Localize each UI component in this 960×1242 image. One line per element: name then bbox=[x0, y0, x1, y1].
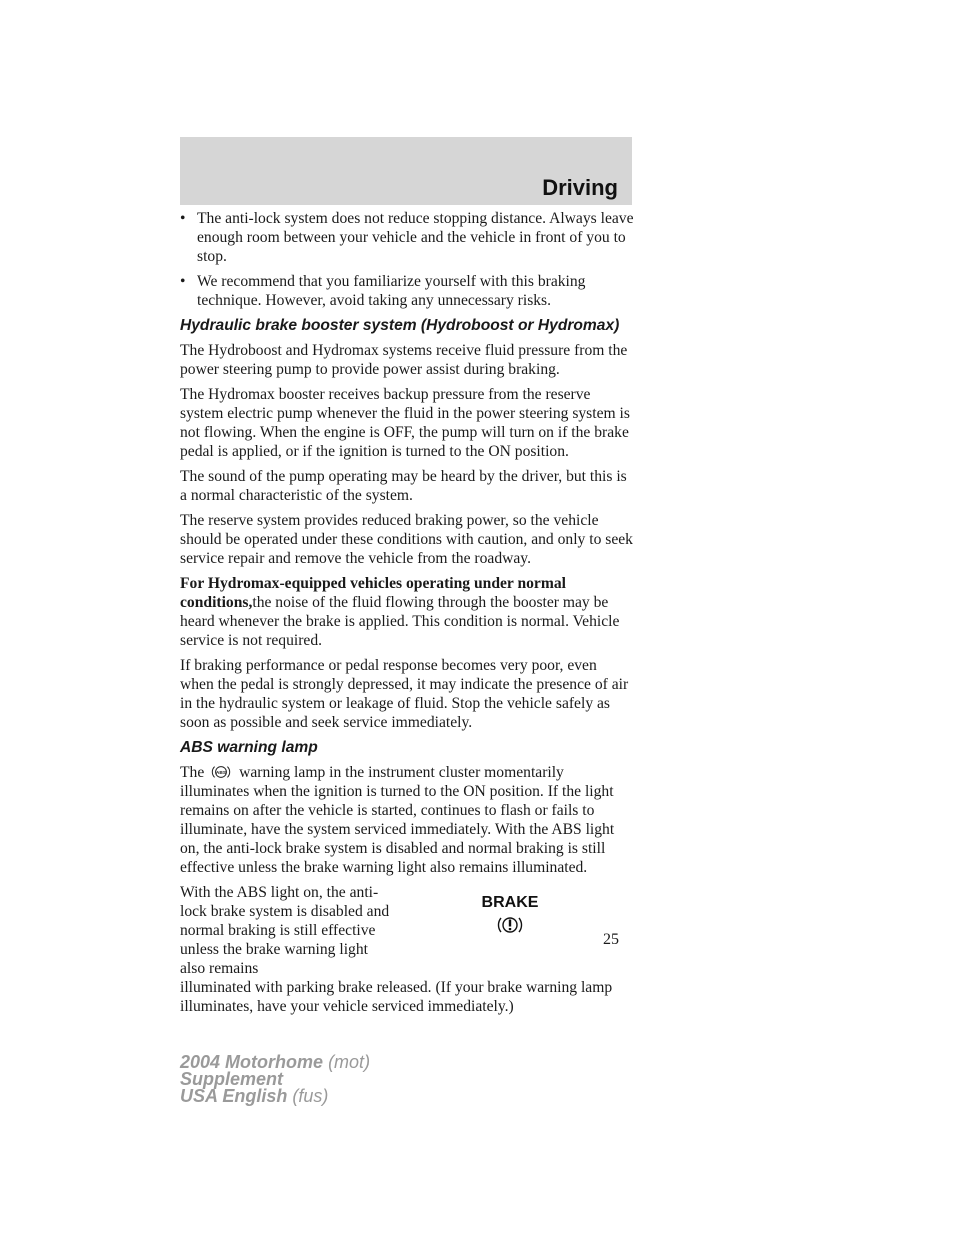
paragraph: If braking performance or pedal response becomes very poor, even when the pedal is strongly depressed, it may indicate the presence of air in the hydraulic system or leakage of fluid. Stop the vehicle safely as soon as possible and seek service immediately. bbox=[180, 657, 629, 731]
footer-code: (mot) bbox=[328, 1052, 371, 1072]
bullet-text: We recommend that you familiarize yourself with this braking technique. However, avoid taking any unnecessary risks. bbox=[197, 273, 586, 309]
paragraph bbox=[180, 763, 634, 877]
footer-title: 2004 Motorhome bbox=[180, 1052, 324, 1072]
section-title: Driving bbox=[542, 175, 618, 200]
abs-warning-heading: ABS warning lamp bbox=[180, 739, 318, 756]
paragraph-start: The bbox=[180, 764, 205, 781]
footer-language: USA English bbox=[180, 1086, 288, 1106]
paragraph: The Hydromax booster receives backup pressure from the reserve system electric pump whenever the fluid in the power steering system is not flowing. When the engine is OFF, the pump will turn on if the brake pedal is applied, or if the ignition is turned to the ON position. bbox=[180, 386, 630, 460]
paragraph-rest: the noise of the fluid flowing through the booster may be heard whenever the brake is applied. This condition is normal. Vehicle service is not required. bbox=[180, 594, 620, 649]
document-footer bbox=[180, 1054, 370, 1105]
hydraulic-booster-heading: Hydraulic brake booster system (Hydroboost or Hydromax) bbox=[180, 317, 620, 334]
page-content bbox=[180, 209, 634, 1016]
paragraph: The sound of the pump operating may be heard by the driver, but this is a normal characteristic of the system. bbox=[180, 468, 627, 504]
paragraph-continued: illuminated with parking brake released. (If your brake warning lamp illuminates, have your vehicle serviced immediately.) bbox=[180, 979, 613, 1015]
bullet-item bbox=[180, 272, 634, 310]
header-band bbox=[180, 137, 632, 205]
abs-warning-icon bbox=[211, 764, 231, 780]
bullet-dot: • bbox=[180, 210, 186, 227]
abs-icon-label: ABS bbox=[216, 770, 227, 776]
paragraph: The reserve system provides reduced braking power, so the vehicle should be operated under these conditions with caution, and only to seek service repair and remove the vehicle from the roadway. bbox=[180, 512, 633, 567]
brake-icon-label: BRAKE bbox=[481, 894, 539, 911]
bullet-item bbox=[180, 209, 634, 266]
paragraph-wrapped: With the ABS light on, the anti-lock brake system is disabled and normal braking is still effective unless the brake warning light also remains bbox=[180, 884, 390, 977]
bold-lead-in: For Hydromax-equipped vehicles operating under normal conditions, bbox=[180, 575, 566, 611]
paragraph: The Hydroboost and Hydromax systems receive fluid pressure from the power steering pump to provide power assist during braking. bbox=[180, 342, 628, 378]
footer-language-code: (fus) bbox=[292, 1086, 329, 1106]
brake-warning-icon bbox=[480, 893, 540, 939]
paragraph-rest: warning lamp in the instrument cluster momentarily illuminates when the ignition is turned to the ON position. If the light remains on after the vehicle is started, continues to flash or fails to illuminate, have the system serviced immediately. With the ABS light on, the anti-lock brake system is disabled and normal braking is still effective unless the brake warning light also remains illuminated. bbox=[180, 764, 615, 876]
bullet-dot: • bbox=[180, 273, 186, 290]
page-number: 25 bbox=[603, 931, 619, 948]
bullet-text: The anti-lock system does not reduce stopping distance. Always leave enough room between your vehicle and the vehicle in front of you to stop. bbox=[197, 210, 634, 265]
footer-subtitle: Supplement bbox=[180, 1069, 284, 1089]
paragraph bbox=[180, 574, 634, 650]
brake-warning-block bbox=[180, 883, 634, 1016]
